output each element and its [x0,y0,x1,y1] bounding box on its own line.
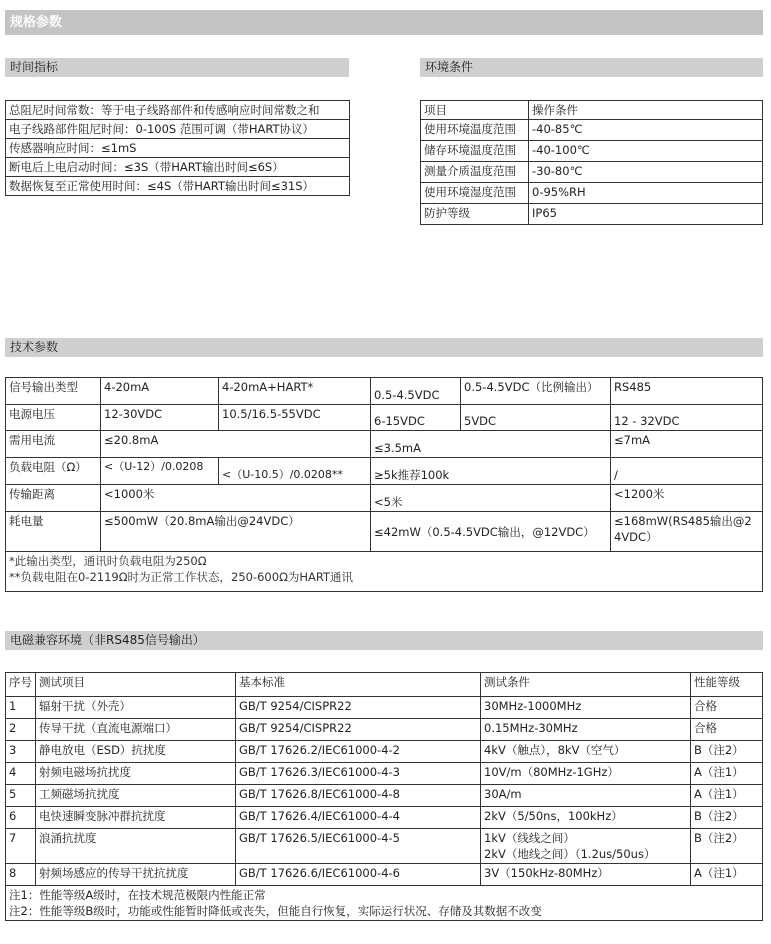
cell: 测试项目 [36,673,236,697]
cell: 防护等级 [421,204,529,225]
cell: 6-15VDC [371,405,461,431]
emc-table [5,672,763,921]
cell: GB/T 9254/CISPR22 [236,719,481,741]
table-row [6,807,763,829]
cell: 合格 [691,719,763,741]
table-row [421,141,763,162]
cell: ≥5k推荐100k [371,458,611,485]
cell: 数据恢复至正常使用时间：≤4S（带HART输出时间≤31S） [6,177,350,196]
table-row [421,183,763,204]
cell: 耗电量 [6,512,101,552]
time-table [5,100,350,196]
cell: 8 [6,864,36,886]
cell: 断电后上电启动时间：≤3S（带HART输出时间≤6S） [6,158,350,177]
cell: 6 [6,807,36,829]
cell: 0.5-4.5VDC（比例输出） [461,378,611,405]
cell: 12 - 32VDC [611,405,763,431]
cell: GB/T 17626.2/IEC61000-4-2 [236,741,481,763]
cell: 浪涌抗扰度 [36,829,236,864]
cell: GB/T 17626.3/IEC61000-4-3 [236,763,481,785]
cell: ≤7mA [611,431,763,458]
table-row [6,864,763,886]
cell: 传导干扰（直流电源端口） [36,719,236,741]
cell: 电源电压 [6,405,101,431]
cell: 储存环境温度范围 [421,141,529,162]
env-table [420,100,763,225]
cell: <（U-12）/0.0208 [101,458,219,485]
cell: 10.5/16.5-55VDC [219,405,371,431]
cell: 4kV（触点），8kV（空气） [481,741,691,763]
cell: 0.5-4.5VDC [371,378,461,405]
note: 注1：性能等级A级时，在技术规范极限内性能正常 [9,888,266,902]
cell: 1 [6,697,36,719]
table-row [6,763,763,785]
cell: 基本标准 [236,673,481,697]
cell: ≤42mW（0.5-4.5VDC输出，@12VDC） [371,512,611,552]
cell: A（注1） [691,864,763,886]
cell: B（注2） [691,807,763,829]
cell: <1200米 [611,485,763,512]
table-row [421,204,763,225]
cell: 3 [6,741,36,763]
table-row [6,697,763,719]
table-row [6,829,763,864]
cell: 30A/m [481,785,691,807]
cell: 合格 [691,697,763,719]
table-header [6,673,763,697]
cell: ≤3.5mA [371,431,611,458]
note: *此输出类型，通讯时负载电阻为250Ω [9,554,207,568]
cell: 射频场感应的传导干扰抗扰度 [36,864,236,886]
cell: ≤500mW（20.8mA输出@24VDC） [101,512,371,552]
cell: 测试条件 [481,673,691,697]
cell: 性能等级 [691,673,763,697]
note: 注2：性能等级B级时，功能或性能暂时降低或丧失，但能自行恢复，实际运行状况、存储及其数据不改变 [9,904,542,918]
cell: 信号输出类型 [6,378,101,405]
cell: 12-30VDC [101,405,219,431]
table-row [6,719,763,741]
cell: 4 [6,763,36,785]
table-row [6,101,350,120]
cell: 0-95%RH [529,183,763,204]
cell: 射频电磁场抗扰度 [36,763,236,785]
table-row [6,785,763,807]
cell: -40-100℃ [529,141,763,162]
cell: 负载电阻（Ω） [6,458,101,485]
cell: / [611,458,763,485]
cell: 0.15MHz-30MHz [481,719,691,741]
cell: ≤168mW(RS485输出@24VDC） [611,512,763,552]
tech-notes [6,552,763,592]
cell: <（U-10.5）/0.0208** [219,458,371,485]
cell: B（注2） [691,741,763,763]
tech-table [5,377,763,592]
section-title-specs: 规格参数 [5,10,763,35]
tech-heading: 技术参数 [5,338,763,357]
cell: 4-20mA+HART* [219,378,371,405]
cell: 传输距离 [6,485,101,512]
cell: 静电放电（ESD）抗扰度 [36,741,236,763]
emc-notes [6,886,763,921]
cell: B（注2） [691,829,763,864]
table-row [6,120,350,139]
cell: GB/T 17626.8/IEC61000-4-8 [236,785,481,807]
cell: 序号 [6,673,36,697]
cell: 传感器响应时间：≤1mS [6,139,350,158]
cell: 1kV（线线之间） 2kV（地线之间）（1.2us/50us） [481,829,691,864]
cell: A（注1） [691,785,763,807]
cell: 项目 [421,101,529,120]
cell: 需用电流 [6,431,101,458]
cell: 4-20mA [101,378,219,405]
cell: 10V/m（80MHz-1GHz） [481,763,691,785]
cell: <1000米 [101,485,371,512]
cell: GB/T 17626.6/IEC61000-4-6 [236,864,481,886]
cell: 2kV（5/50ns，100kHz） [481,807,691,829]
cell: 使用环境温度范围 [421,120,529,141]
env-heading: 环境条件 [420,58,763,77]
cell: 7 [6,829,36,864]
cell: -30-80℃ [529,162,763,183]
table-header [421,101,763,120]
cell: GB/T 9254/CISPR22 [236,697,481,719]
cell: 3V（150kHz-80MHz） [481,864,691,886]
cell: A（注1） [691,763,763,785]
cell: IP65 [529,204,763,225]
cell: 使用环境湿度范围 [421,183,529,204]
cell: 30MHz-1000MHz [481,697,691,719]
table-row [421,162,763,183]
table-row [6,741,763,763]
cell: 电快速瞬变脉冲群抗扰度 [36,807,236,829]
cell: 总阻尼时间常数：等于电子线路部件和传感响应时间常数之和 [6,101,350,120]
cell: ≤20.8mA [101,431,371,458]
cell: 工频磁场抗扰度 [36,785,236,807]
cell: RS485 [611,378,763,405]
cell: GB/T 17626.5/IEC61000-4-5 [236,829,481,864]
cell: 5 [6,785,36,807]
note: **负载电阻在0-2119Ω时为正常工作状态，250-600Ω为HART通讯 [9,570,354,584]
cell: <5米 [371,485,611,512]
cell: 操作条件 [529,101,763,120]
cell: 5VDC [461,405,611,431]
cell: 电子线路部件阻尼时间：0-100S 范围可调（带HART协议） [6,120,350,139]
cell: -40-85℃ [529,120,763,141]
table-row [421,120,763,141]
cell: 测量介质温度范围 [421,162,529,183]
table-row [6,158,350,177]
cell: GB/T 17626.4/IEC61000-4-4 [236,807,481,829]
table-row [6,177,350,196]
cell: 辐射干扰（外壳） [36,697,236,719]
time-heading: 时间指标 [5,58,349,77]
table-row [6,139,350,158]
emc-heading: 电磁兼容环境（非RS485信号输出） [5,631,763,650]
cell: 2 [6,719,36,741]
